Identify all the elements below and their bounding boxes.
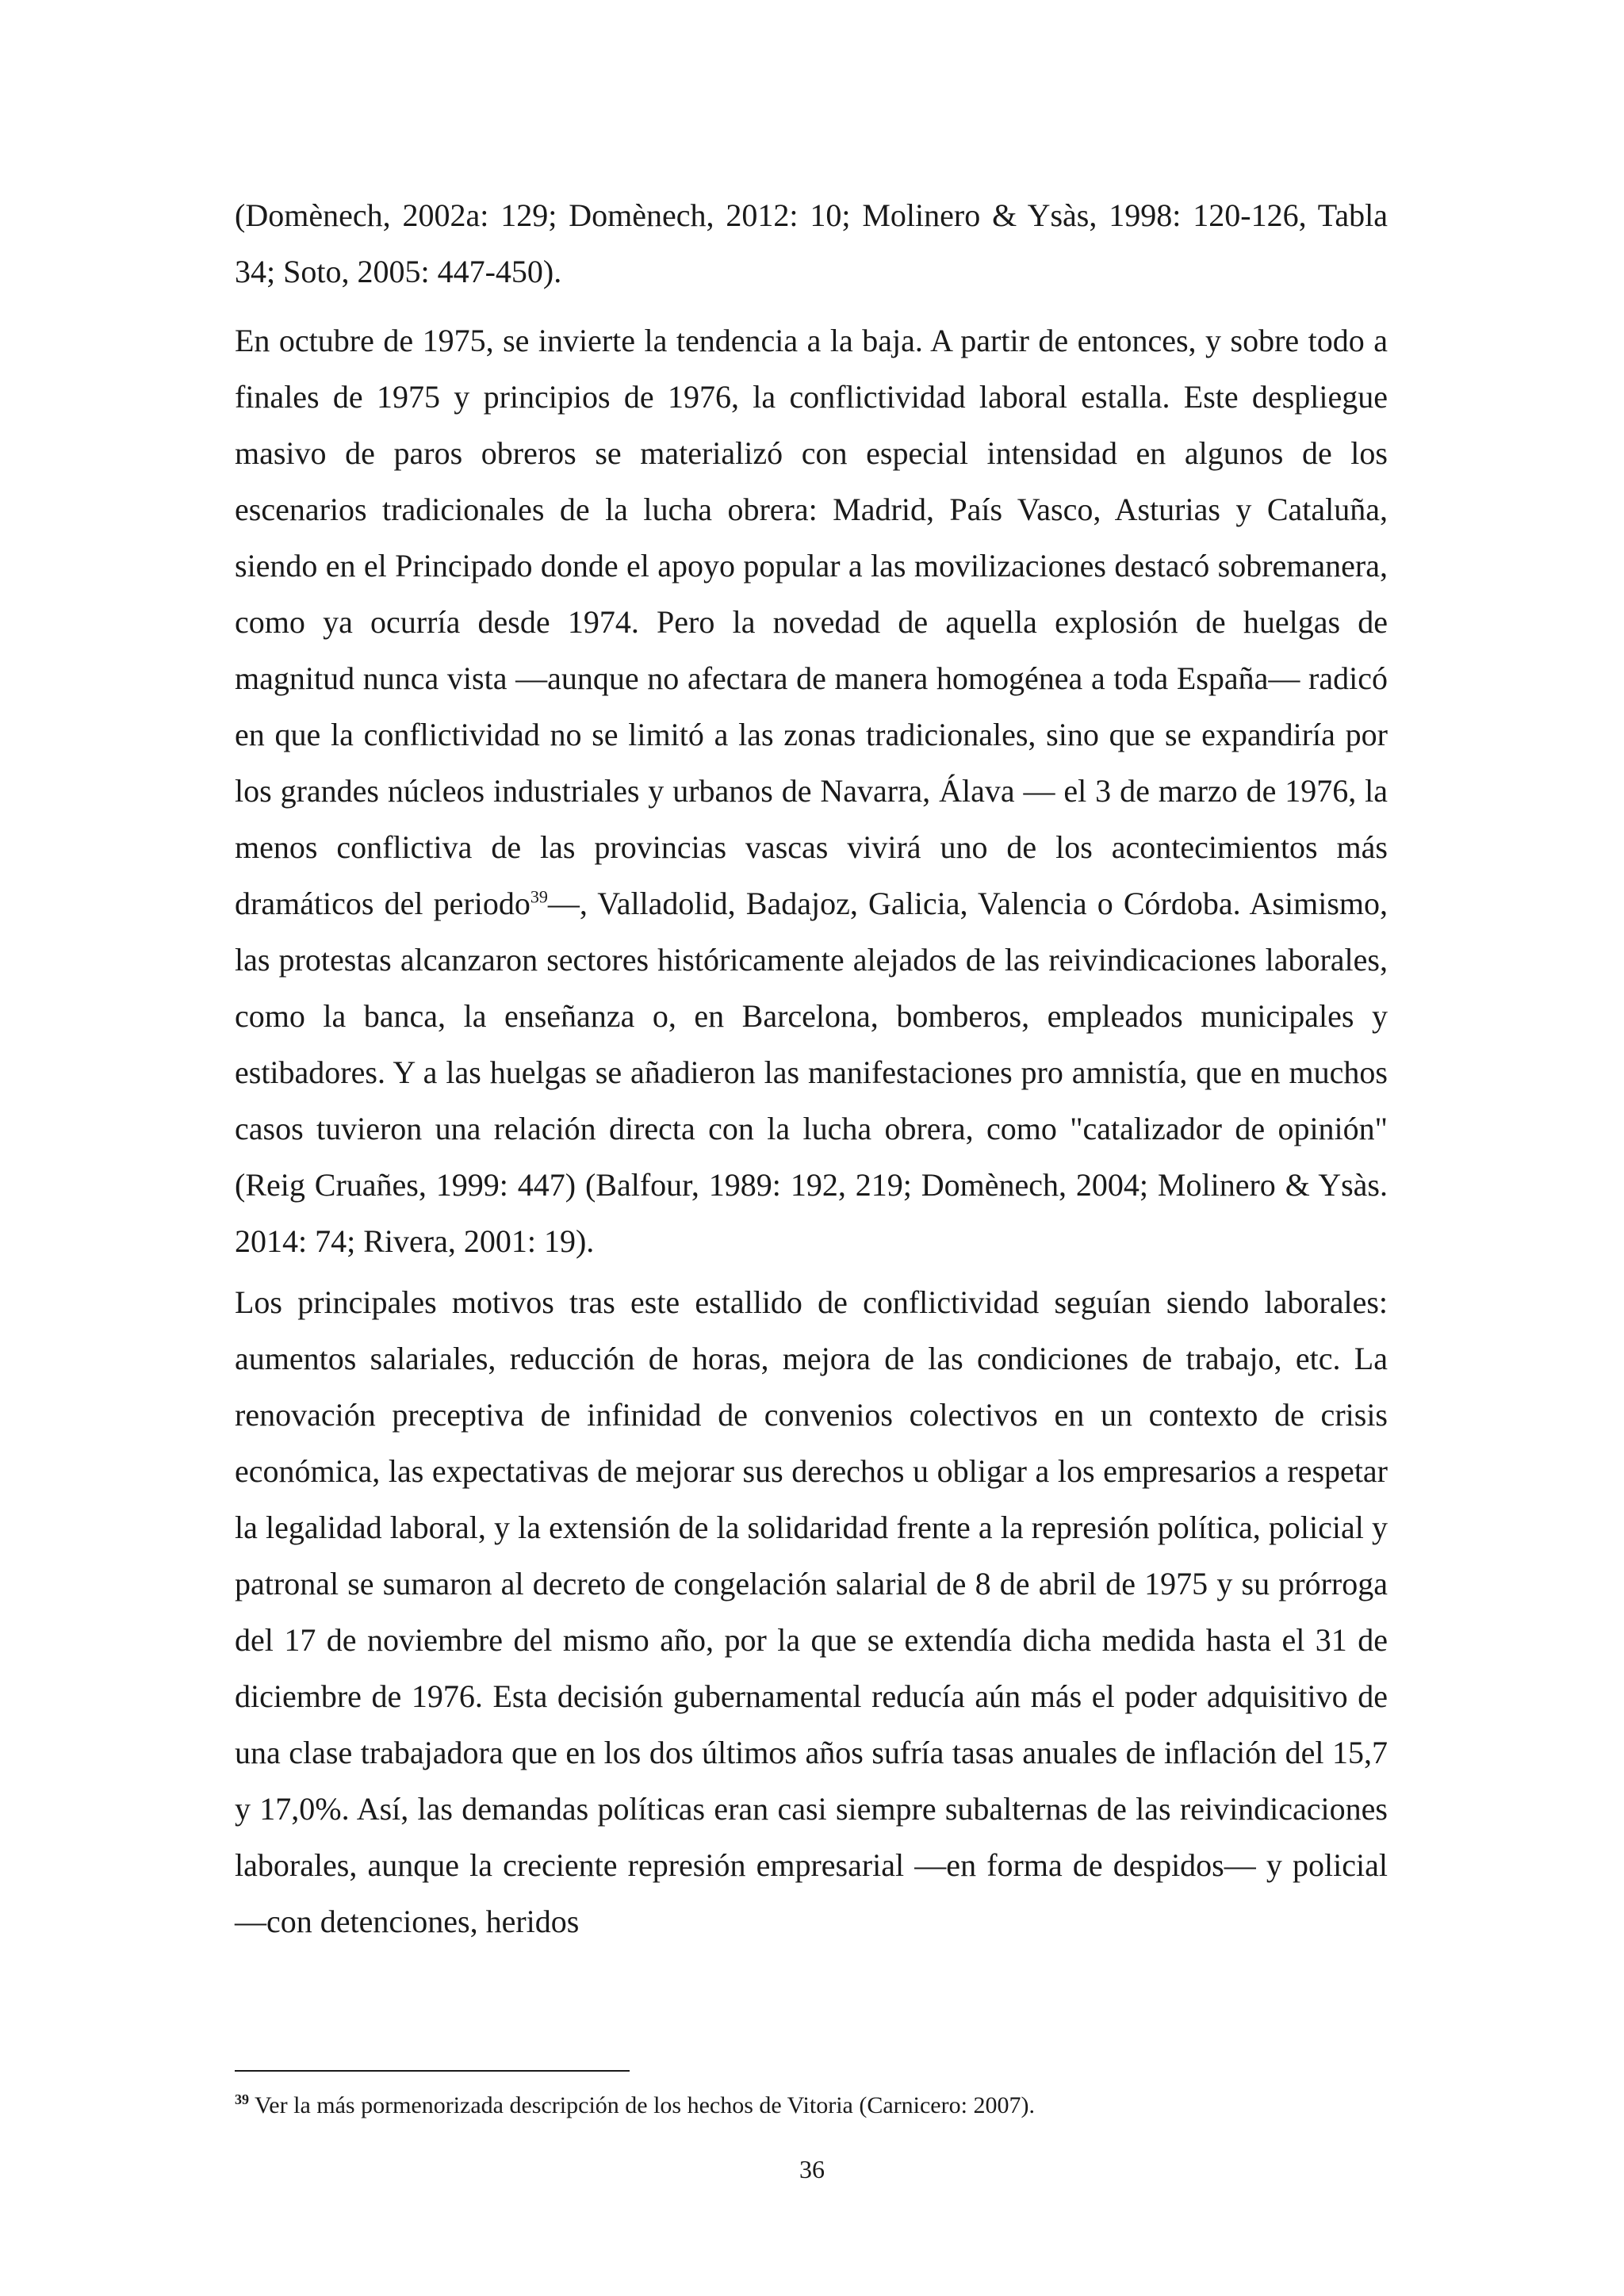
body-text (235, 312, 1388, 1950)
footnote-number: 39 (235, 2091, 249, 2107)
footnote-text: Ver la más pormenorizada descripción de los hechos de Vitoria (Carnicero: 2007). (249, 2092, 1035, 2118)
page-number: 36 (799, 2155, 825, 2183)
text-fragment-top (235, 187, 1388, 300)
footnote-reference[interactable]: 39 (530, 886, 548, 907)
paragraph-1: (Domènech, 2002a: 129; Domènech, 2012: 10; Molinero & Ysàs, 1998: 120-126, Tabla 34; Soto, 2005: 447-450). (235, 197, 1388, 289)
paragraph-2-part-b: —, Valladolid, Badajoz, Galicia, Valencia o Córdoba. Asimismo, las protestas alcanzaron sectores históricamente alejados de las reivindicaciones laborales, como la banca, la enseñanza o, en Barcelona, bomberos, empleados municipales y estibadores. Y a las huelgas se añadieron las manifestaciones pro amnistía, que en muchos casos tuvieron una relación directa con la lucha obrera, como "catalizador de opinión" (Reig Cruañes, 1999: 447) (Balfour, 1989: 192, 219; Domènech, 2004; Molinero & Ysàs. 2014: 74; Rivera, 2001: 19). (235, 886, 1388, 1259)
paragraph-2-part-a: En octubre de 1975, se invierte la tendencia a la baja. A partir de entonces, y sobre todo a finales de 1975 y principios de 1976, la conflictividad laboral estalla. Este despliegue masivo de paros obreros se materializó con especial intensidad en algunos de los escenarios tradicionales de la lucha obrera: Madrid, País Vasco, Asturias y Cataluña, siendo en el Principado donde el apoyo popular a las movilizaciones destacó sobremanera, como ya ocurría desde 1974. Pero la novedad de aquella explosión de huelgas de magnitud nunca vista —aunque no afectara de manera homogénea a toda España— radicó en que la conflictividad no se limitó a las zonas tradicionales, sino que se expandiría por los grandes núcleos industriales y urbanos de Navarra, Álava — el 3 de marzo de 1976, la menos conflictiva de las provincias vascas vivirá uno de los acontecimientos más dramáticos del periodo (235, 323, 1388, 921)
paragraph-2 (235, 312, 1388, 1269)
footnote-divider (235, 2070, 630, 2072)
footnote (235, 2090, 1388, 2122)
paragraph-3: Los principales motivos tras este estallido de conflictividad seguían siendo laborales: aumentos salariales, reducción de horas, mejora de las condiciones de trabajo, etc. La renovación preceptiva de infinidad de convenios colectivos en un contexto de crisis económica, las expectativas de mejorar sus derechos u obligar a los empresarios a respetar la legalidad laboral, y la extensión de la solidaridad frente a la represión política, policial y patronal se sumaron al decreto de congelación salarial de 8 de abril de 1975 y su prórroga del 17 de noviembre del mismo año, por la que se extendía dicha medida hasta el 31 de diciembre de 1976. Esta decisión gubernamental reducía aún más el poder adquisitivo de una clase trabajadora que en los dos últimos años sufría tasas anuales de inflación del 15,7 y 17,0%. Así, las demandas políticas eran casi siempre subalternas de las reivindicaciones laborales, aunque la creciente represión empresarial —en forma de despidos— y policial —con detenciones, heridos (235, 1284, 1388, 1939)
